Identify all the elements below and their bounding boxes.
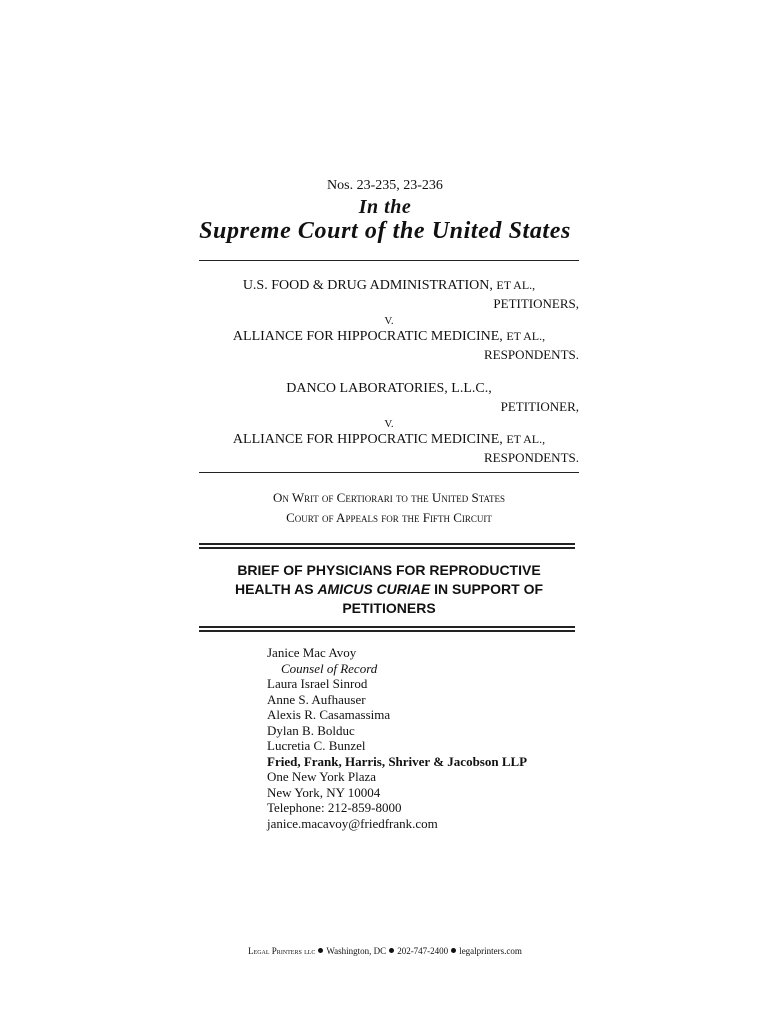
in-the-heading: In the — [358, 196, 412, 218]
printer-footer — [0, 946, 770, 956]
counsel-of-record-name: Janice Mac Avoy — [267, 645, 357, 660]
case1-party1-suffix: ET AL., — [496, 278, 536, 292]
printer-website: legalprinters.com — [459, 946, 522, 956]
divider-top — [199, 260, 579, 261]
double-rule-top — [199, 543, 575, 551]
counsel-name: Anne S. Aufhauser — [267, 691, 366, 707]
address-line-2: New York, NY 10004 — [267, 784, 381, 800]
counsel-name: Dylan B. Bolduc — [267, 722, 355, 738]
brief-title-line-2-start: HEALTH AS — [234, 581, 318, 597]
writ-line-1: On Writ of Certiorari to the United States — [272, 490, 506, 505]
case1-versus: V. — [384, 315, 394, 327]
writ-line-2: Court of Appeals for the Fifth Circuit — [286, 510, 492, 525]
docket-numbers: Nos. 23-235, 23-236 — [327, 178, 443, 193]
email: janice.macavoy@friedfrank.com — [267, 815, 438, 831]
counsel-name: Lucretia C. Bunzel — [267, 738, 366, 753]
counsel-of-record-label: Counsel of Record — [281, 660, 378, 676]
case1-role1: PETITIONERS, — [493, 296, 579, 311]
divider-middle — [199, 472, 579, 473]
case1-party1 — [199, 278, 579, 294]
brief-title-line-1: BRIEF OF PHYSICIANS FOR REPRODUCTIVE — [237, 562, 541, 578]
court-name: Supreme Court of the United States — [199, 218, 571, 244]
printer-phone: 202-747-2400 — [397, 946, 449, 956]
counsel-block — [267, 645, 527, 831]
brief-title-line-2-end: IN SUPPORT OF — [430, 581, 544, 597]
law-firm-name: Fried, Frank, Harris, Shriver & Jacobson LLP — [267, 753, 528, 769]
case2-party2-name: ALLIANCE FOR HIPPOCRATIC MEDICINE, — [232, 432, 503, 447]
counsel-name: Laura Israel Sinrod — [267, 676, 368, 691]
case1-role2: RESPONDENTS. — [484, 347, 579, 362]
case1-party1-name: U.S. FOOD & DRUG ADMINISTRATION, — [242, 278, 493, 293]
bullet-icon — [389, 948, 394, 953]
bullet-icon — [318, 948, 323, 953]
amicus-curiae-text: AMICUS CURIAE — [317, 581, 431, 597]
brief-title — [199, 561, 579, 618]
case2-party2-suffix: ET AL., — [506, 432, 546, 446]
case2-party2 — [199, 432, 579, 448]
bullet-icon — [451, 948, 456, 953]
writ-statement — [199, 488, 579, 528]
case2-role2: RESPONDENTS. — [484, 450, 579, 465]
telephone: Telephone: 212-859-8000 — [267, 800, 402, 815]
brief-title-line-2 — [199, 580, 579, 599]
printer-name: Legal Printers llc — [248, 946, 316, 956]
address-line-1: One New York Plaza — [267, 769, 377, 784]
brief-title-line-3: PETITIONERS — [342, 600, 436, 616]
case1-party2-suffix: ET AL., — [506, 329, 546, 343]
case2-role1: PETITIONER, — [500, 399, 579, 414]
double-rule-bottom — [199, 626, 575, 634]
case1-party2 — [199, 329, 579, 345]
case2-party1: DANCO LABORATORIES, L.L.C., — [286, 381, 492, 396]
case1-party2-name: ALLIANCE FOR HIPPOCRATIC MEDICINE, — [232, 329, 503, 344]
printer-city: Washington, DC — [326, 946, 387, 956]
case2-versus: V. — [384, 418, 394, 430]
counsel-name: Alexis R. Casamassima — [267, 707, 391, 722]
